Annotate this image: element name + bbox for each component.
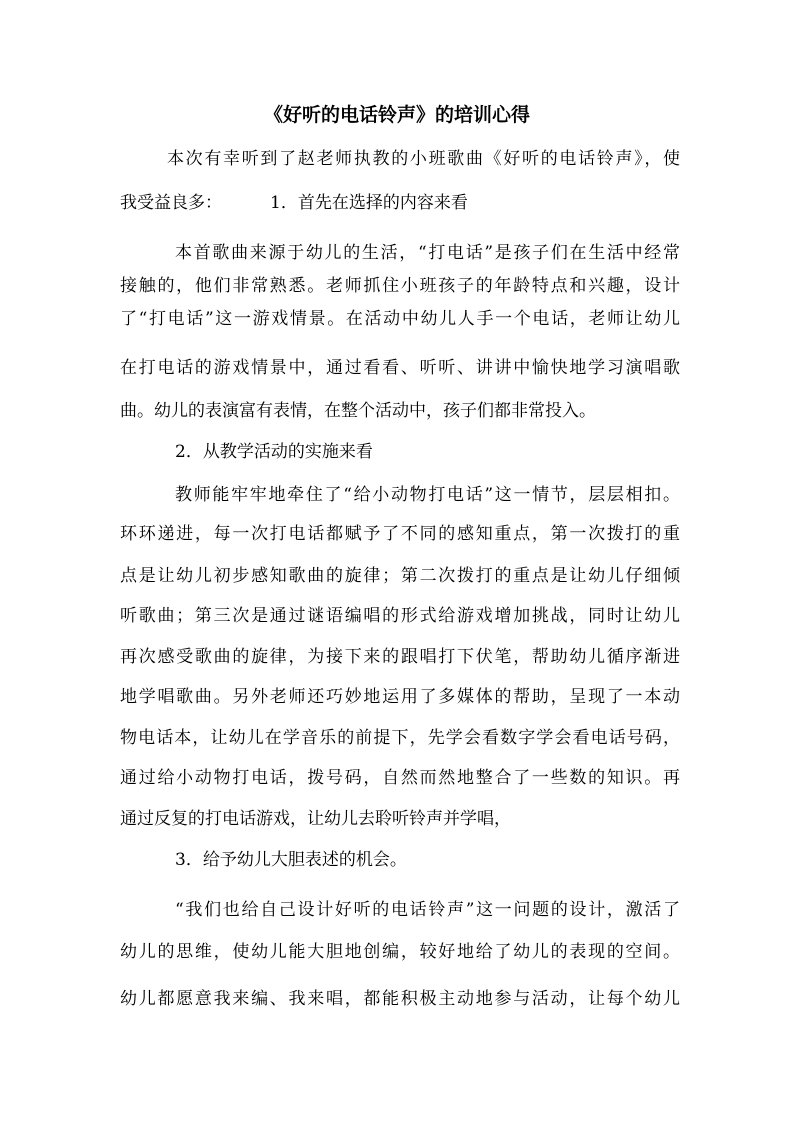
paragraph-line: 地学唱歌曲。另外老师还巧妙地运用了多媒体的帮助，呈现了一本动 bbox=[120, 687, 680, 707]
paragraph-line: 接触的，他们非常熟悉。老师抓住小班孩子的年龄特点和兴趣，设计 bbox=[120, 276, 680, 296]
paragraph-line: 在打电话的游戏情景中，通过看看、听听、讲讲中愉快地学习演唱歌 bbox=[120, 358, 680, 378]
section-heading-3: 3．给予幼儿大胆表述的机会。 bbox=[175, 850, 407, 870]
paragraph-line: 教师能牢牢地牵住了“给小动物打电话”这一情节，层层相扣。 bbox=[175, 485, 680, 505]
paragraph-line: 点是让幼儿初步感知歌曲的旋律；第二次拨打的重点是让幼儿仔细倾 bbox=[120, 566, 680, 586]
paragraph-line: 再次感受歌曲的旋律，为接下来的跟唱打下伏笔，帮助幼儿循序渐进 bbox=[120, 647, 680, 667]
section-heading-2: 2．从教学活动的实施来看 bbox=[175, 442, 373, 462]
paragraph-line: 幼儿的思维，使幼儿能大胆地创编，较好地给了幼儿的表现的空间。 bbox=[120, 942, 680, 962]
paragraph-text: 我受益良多： bbox=[120, 193, 222, 213]
paragraph-line: 了“打电话”这一游戏情景。在活动中幼儿人手一个电话，老师让幼儿 bbox=[120, 309, 680, 329]
paragraph-line: 本次有幸听到了赵老师执教的小班歌曲《好听的电话铃声》，使 bbox=[167, 149, 680, 169]
document-title: 《好听的电话铃声》的培训心得 bbox=[263, 104, 530, 126]
section-heading-1: 1．首先在选择的内容来看 bbox=[270, 193, 468, 213]
paragraph-line bbox=[120, 188, 468, 218]
paragraph-line: 听歌曲；第三次是通过谜语编唱的形式给游戏增加挑战，同时让幼儿 bbox=[120, 606, 680, 626]
paragraph-line: 物电话本，让幼儿在学音乐的前提下，先学会看数字学会看电话号码， bbox=[120, 728, 680, 748]
paragraph-line: 本首歌曲来源于幼儿的生活，“打电话”是孩子们在生活中经常 bbox=[175, 243, 680, 263]
paragraph-line: 通过给小动物打电话，拨号码，自然而然地整合了一些数的知识。再 bbox=[120, 768, 680, 788]
paragraph-line: 幼儿都愿意我来编、我来唱，都能积极主动地参与活动，让每个幼儿 bbox=[120, 989, 680, 1009]
paragraph-line: 曲。幼儿的表演富有表情，在整个活动中，孩子们都非常投入。 bbox=[120, 401, 596, 421]
paragraph-line: “我们也给自己设计好听的电话铃声”这一问题的设计，激活了 bbox=[175, 900, 680, 920]
paragraph-line: 环环递进，每一次打电话都赋予了不同的感知重点，第一次拨打的重 bbox=[120, 524, 680, 544]
paragraph-line: 通过反复的打电话游戏，让幼儿去聆听铃声并学唱， bbox=[120, 809, 511, 829]
